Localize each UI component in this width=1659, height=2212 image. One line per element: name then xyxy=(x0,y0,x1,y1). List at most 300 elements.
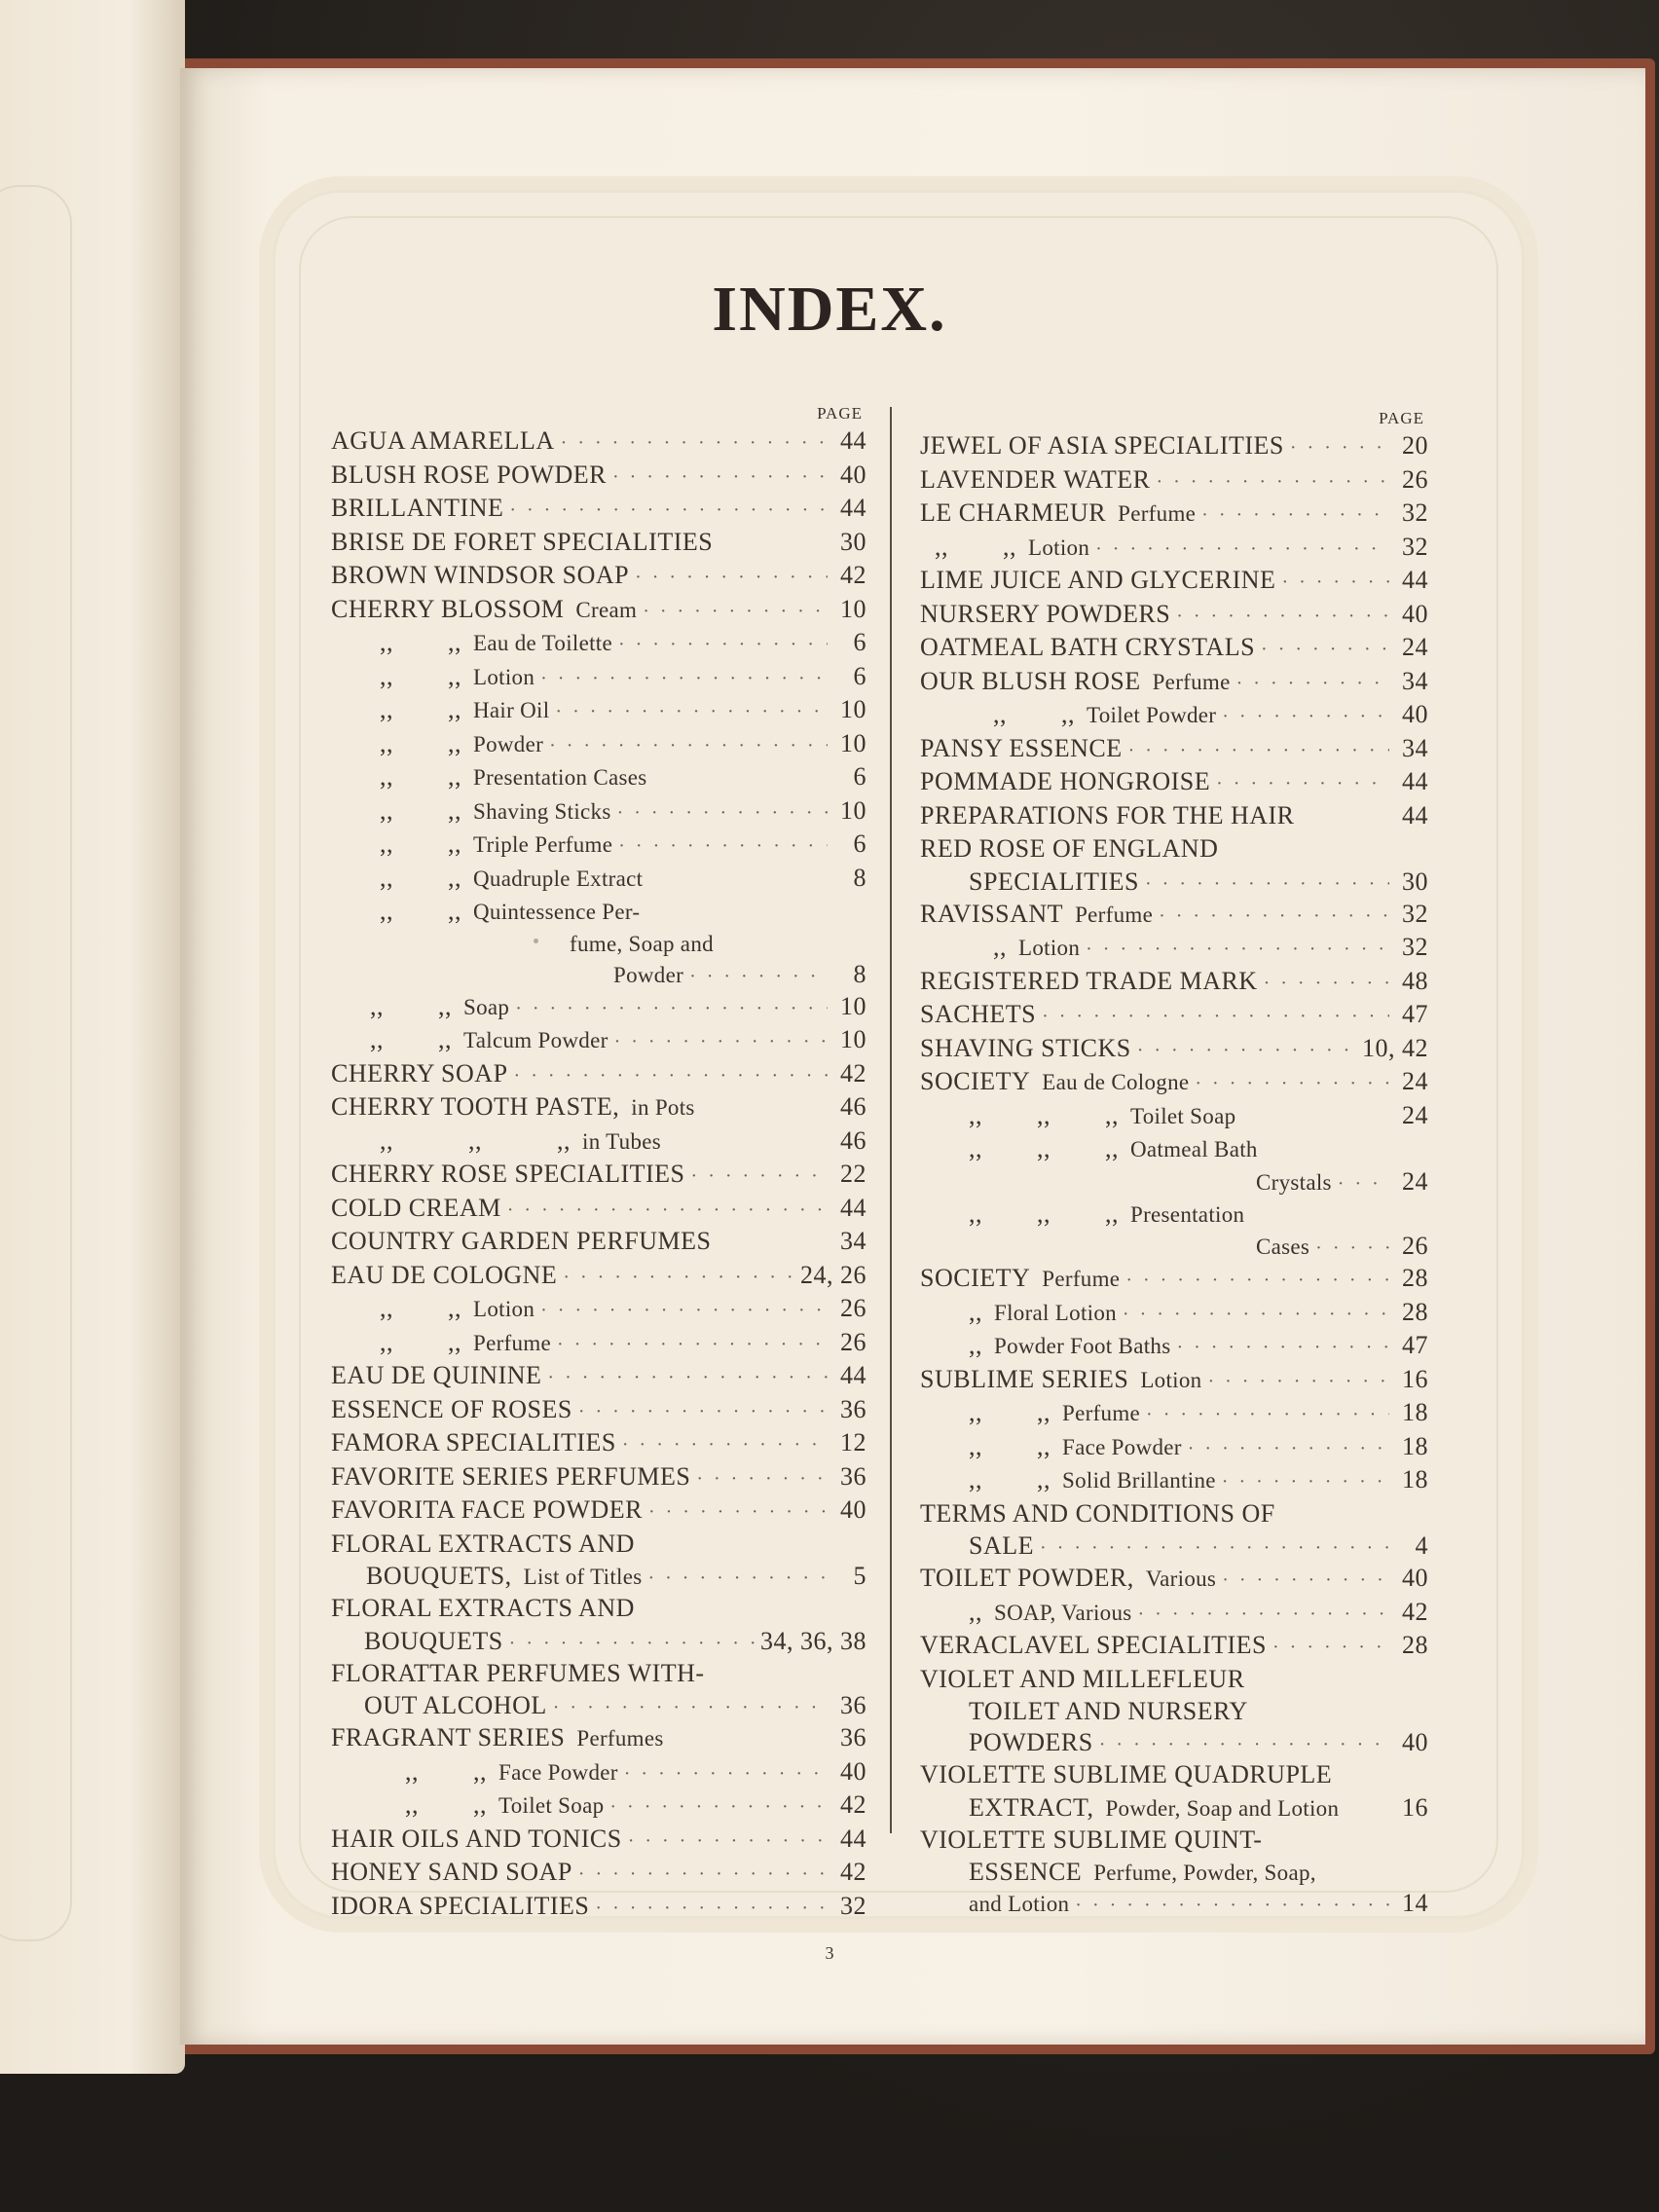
entry-page-number: 6 xyxy=(853,762,866,791)
index-entry xyxy=(920,1630,1428,1664)
index-entry xyxy=(920,1263,1428,1297)
entry-name: FRAGRANT SERIES xyxy=(331,1723,566,1751)
dot-leader xyxy=(1196,500,1389,532)
entry-name: SPECIALITIES xyxy=(969,866,1139,896)
entry-subtitle: Powder, Soap and Lotion xyxy=(1105,1795,1340,1821)
entry-name: EXTRACT, xyxy=(969,1792,1094,1822)
index-entry xyxy=(920,1232,1428,1263)
entry-subtitle: Cream xyxy=(575,597,638,622)
entry-subtitle: Powder xyxy=(613,962,684,987)
entry-name: SHAVING STICKS xyxy=(920,1033,1131,1062)
entry-page-number: 34 xyxy=(1402,666,1428,695)
entry-page-number: 47 xyxy=(1402,1000,1428,1028)
entry-page-number: 40 xyxy=(1402,599,1428,628)
index-entry xyxy=(920,1133,1428,1167)
entry-subtitle: Lotion xyxy=(1028,535,1090,560)
entry-name: ,, ,, xyxy=(405,1790,487,1819)
dot-leader xyxy=(690,1464,828,1495)
entry-page-number: 34, 36, 38 xyxy=(760,1626,866,1655)
index-entry xyxy=(920,1397,1428,1431)
entry-name: VIOLET AND MILLEFLEUR xyxy=(920,1664,1245,1693)
entry-subtitle: Perfume xyxy=(1118,501,1197,526)
dot-leader xyxy=(547,1694,828,1722)
index-entry xyxy=(331,1461,866,1495)
entry-name: ,, xyxy=(969,1331,982,1359)
entry-subtitle: Eau de Cologne xyxy=(1042,1070,1190,1094)
index-entry xyxy=(331,991,866,1025)
index-entry xyxy=(920,430,1428,464)
entry-page-number: 48 xyxy=(1402,966,1428,995)
dot-leader xyxy=(503,1630,760,1658)
entry-page-number: 18 xyxy=(1402,1398,1428,1426)
entry-name: ,, ,, xyxy=(405,1756,487,1786)
entry-subtitle: Quadruple Extract xyxy=(473,866,644,891)
entry-name: ,, ,, ,, xyxy=(969,1198,1119,1228)
index-entry xyxy=(331,1091,866,1125)
entry-subtitle: and Lotion xyxy=(969,1892,1070,1916)
dot-leader xyxy=(1210,769,1389,800)
dot-leader xyxy=(1131,1036,1362,1067)
index-entry xyxy=(331,425,866,460)
index-entry xyxy=(920,1597,1428,1631)
entry-subtitle: Talcum Powder xyxy=(463,1028,608,1052)
entry-subtitle: Perfume xyxy=(1042,1267,1121,1291)
entry-subtitle: Cases xyxy=(1256,1235,1310,1259)
entry-name: ,, xyxy=(969,1597,982,1626)
entry-page-number: 26 xyxy=(840,1327,866,1356)
entry-name: BOUQUETS xyxy=(364,1626,503,1655)
entry-page-number: 40 xyxy=(1402,1564,1428,1592)
entry-page-number: 40 xyxy=(1402,1728,1428,1756)
entry-name: SOCIETY xyxy=(920,1264,1031,1292)
entry-name: CHERRY SOAP xyxy=(331,1058,508,1088)
dot-leader xyxy=(618,1759,828,1790)
entry-name: OUT ALCOHOL xyxy=(364,1691,547,1719)
entry-page-number: 47 xyxy=(1402,1331,1428,1359)
entry-page-number: 32 xyxy=(1402,933,1428,961)
index-entry xyxy=(920,833,1428,867)
index-entry xyxy=(331,627,866,661)
index-entry xyxy=(331,1024,866,1058)
entry-page-number: 36 xyxy=(840,1723,866,1751)
entry-page-number: 40 xyxy=(1402,700,1428,728)
index-entry xyxy=(331,1756,866,1790)
dot-leader xyxy=(1216,702,1389,733)
index-entry xyxy=(920,1531,1428,1563)
entry-name: POMMADE HONGROISE xyxy=(920,767,1211,795)
entry-page-number: 6 xyxy=(853,628,866,656)
index-entry xyxy=(920,1563,1428,1597)
entry-name: FAVORITA FACE POWDER xyxy=(331,1495,643,1524)
entry-name: OATMEAL BATH CRYSTALS xyxy=(920,633,1256,661)
entry-name: OUR BLUSH ROSE xyxy=(920,666,1141,695)
index-entry xyxy=(920,1858,1428,1889)
index-entry xyxy=(331,1193,866,1227)
entry-name: LAVENDER WATER xyxy=(920,464,1151,494)
entry-subtitle: Hair Oil xyxy=(473,698,550,722)
entry-name: ,, ,, xyxy=(969,1431,1051,1460)
index-entry xyxy=(331,1562,866,1593)
entry-subtitle: Quintessence Per- xyxy=(473,900,641,924)
entry-name: ,, ,, xyxy=(380,795,461,825)
dot-leader xyxy=(1284,433,1389,464)
entry-page-number: 10 xyxy=(840,1025,866,1053)
entry-page-number: 34 xyxy=(1402,733,1428,762)
entry-subtitle: Lotion xyxy=(1140,1367,1202,1392)
entry-name: ,, ,, xyxy=(370,991,452,1020)
entry-name: ,, ,, xyxy=(969,1465,1051,1493)
column-divider xyxy=(890,407,892,1833)
entry-page-number: 44 xyxy=(1402,566,1428,594)
dot-leader xyxy=(1275,568,1389,599)
entry-name: FAVORITE SERIES PERFUMES xyxy=(331,1461,691,1491)
entry-name: PREPARATIONS FOR THE HAIR xyxy=(920,800,1295,830)
index-entry xyxy=(331,1360,866,1394)
entry-page-number: 40 xyxy=(840,1495,866,1524)
dot-leader xyxy=(508,1061,828,1092)
dot-leader xyxy=(1150,467,1389,498)
dot-leader xyxy=(1132,1600,1389,1631)
dot-leader xyxy=(611,798,828,830)
entry-page-number: 16 xyxy=(1402,1364,1428,1393)
dot-leader xyxy=(607,462,828,494)
entry-name: ,, ,, xyxy=(993,700,1075,728)
index-entry xyxy=(331,960,866,991)
index-entry xyxy=(920,1889,1428,1920)
index-entry xyxy=(331,1058,866,1092)
index-entry xyxy=(331,761,866,795)
entry-page-number: 24, 26 xyxy=(800,1260,866,1289)
index-entry xyxy=(920,565,1428,599)
index-entry xyxy=(920,666,1428,700)
entry-page-number: 20 xyxy=(1402,431,1428,460)
index-entry xyxy=(331,1658,866,1692)
entry-name: ,, ,, xyxy=(380,661,461,690)
entry-name: ESSENCE xyxy=(969,1858,1083,1886)
entry-name: LIME JUICE AND GLYCERINE xyxy=(920,566,1276,594)
entry-subtitle: Floral Lotion xyxy=(994,1300,1117,1325)
entry-page-number: 14 xyxy=(1402,1889,1428,1917)
dot-leader xyxy=(1139,870,1389,899)
entry-subtitle: List of Titles xyxy=(523,1565,643,1589)
entry-subtitle: Powder Foot Baths xyxy=(994,1334,1171,1358)
index-entry xyxy=(920,464,1428,498)
entry-name: NURSERY POWDERS xyxy=(920,599,1171,628)
index-entry xyxy=(331,527,866,561)
entry-page-number: 30 xyxy=(1402,866,1428,896)
entry-name: CHERRY TOOTH PASTE, xyxy=(331,1092,620,1121)
entry-name: BRISE DE FORET SPECIALITIES xyxy=(331,527,714,556)
index-entry xyxy=(920,532,1428,566)
entry-page-number: 44 xyxy=(1402,767,1428,795)
index-entry xyxy=(920,1464,1428,1498)
index-entry xyxy=(331,594,866,628)
entry-name: JEWEL OF ASIA SPECIALITIES xyxy=(920,431,1284,460)
dot-leader xyxy=(1140,1400,1389,1431)
index-entry xyxy=(331,661,866,695)
index-entry xyxy=(331,1226,866,1260)
dot-leader xyxy=(1170,1333,1389,1364)
entry-name: FLORATTAR PERFUMES WITH- xyxy=(331,1658,705,1687)
entry-name: SACHETS xyxy=(920,1000,1037,1028)
entry-subtitle: Presentation xyxy=(1130,1201,1245,1227)
entry-name: POWDERS xyxy=(969,1728,1093,1756)
dot-leader xyxy=(543,731,828,762)
entry-page-number: 8 xyxy=(853,959,866,988)
dot-leader xyxy=(1170,602,1389,633)
index-entry xyxy=(331,1691,866,1722)
entry-page-number: 24 xyxy=(1402,1166,1428,1196)
entry-page-number: 5 xyxy=(853,1562,866,1590)
dot-leader xyxy=(535,1296,828,1327)
index-entry xyxy=(331,896,866,930)
index-entry xyxy=(920,1297,1428,1331)
entry-name: ,, ,, xyxy=(380,728,461,757)
entry-name: TOILET POWDER, xyxy=(920,1564,1134,1592)
dot-leader xyxy=(616,1430,828,1461)
index-entry xyxy=(920,1793,1428,1825)
entry-page-number: 32 xyxy=(1402,899,1428,928)
entry-subtitle: SOAP, Various xyxy=(994,1600,1132,1625)
entry-subtitle: Face Powder xyxy=(498,1759,618,1785)
entry-page-number: 36 xyxy=(840,1461,866,1491)
entry-subtitle: Various xyxy=(1145,1567,1217,1591)
entry-list xyxy=(331,425,866,1924)
entry-name: ,, ,, xyxy=(969,1398,1051,1426)
index-entry xyxy=(920,800,1428,834)
dot-leader xyxy=(551,1330,828,1361)
entry-subtitle: Face Powder xyxy=(1062,1434,1182,1459)
entry-page-number: 10 xyxy=(840,695,866,723)
index-column-right xyxy=(920,409,1428,1920)
index-entry xyxy=(920,1759,1428,1793)
dot-leader xyxy=(683,963,828,991)
entry-name: FLORAL EXTRACTS AND xyxy=(331,1594,635,1622)
entry-page-number: 6 xyxy=(853,830,866,858)
dot-leader xyxy=(1216,1566,1389,1597)
dot-leader xyxy=(509,994,828,1025)
entry-name: CHERRY ROSE SPECIALITIES xyxy=(331,1160,685,1188)
entry-subtitle: Solid Brillantine xyxy=(1062,1468,1216,1493)
index-entry xyxy=(920,1167,1428,1198)
entry-name: BLUSH ROSE POWDER xyxy=(331,460,607,489)
dot-leader xyxy=(1182,1434,1389,1465)
entry-name: VERACLAVEL SPECIALITIES xyxy=(920,1631,1267,1659)
index-entry xyxy=(331,863,866,897)
index-entry xyxy=(331,1327,866,1361)
entry-subtitle: Powder xyxy=(473,731,544,756)
dot-leader xyxy=(1231,669,1389,700)
entry-page-number: 40 xyxy=(840,1756,866,1786)
entry-page-number: 18 xyxy=(1402,1431,1428,1460)
entry-subtitle: Lotion xyxy=(473,1297,535,1321)
dot-leader xyxy=(1153,902,1389,933)
index-entry xyxy=(920,766,1428,800)
dot-leader xyxy=(1123,736,1389,767)
entry-name: ,, ,, xyxy=(935,532,1016,561)
index-entry xyxy=(331,560,866,594)
index-entry xyxy=(920,867,1428,899)
index-entry xyxy=(920,1033,1428,1067)
dot-leader xyxy=(1093,1731,1389,1759)
index-entry xyxy=(331,728,866,762)
dot-leader xyxy=(604,1792,828,1824)
entry-name: ,, xyxy=(969,1297,982,1326)
entry-subtitle: Perfumes xyxy=(576,1726,664,1751)
entry-name: BROWN WINDSOR SOAP xyxy=(331,561,630,589)
index-entry xyxy=(920,966,1428,1000)
index-entry xyxy=(920,999,1428,1033)
dot-leader xyxy=(1069,1892,1389,1920)
entry-subtitle: Oatmeal Bath xyxy=(1130,1137,1258,1161)
entry-subtitle: Lotion xyxy=(473,664,535,689)
index-entry xyxy=(920,1728,1428,1759)
entry-subtitle: Perfume, Powder, Soap, xyxy=(1093,1861,1316,1885)
index-entry xyxy=(920,1697,1428,1728)
entry-page-number: 42 xyxy=(840,1058,866,1088)
entry-name: SUBLIME SERIES xyxy=(920,1364,1129,1393)
entry-name: ,, ,, ,, xyxy=(969,1100,1119,1129)
entry-subtitle: Perfume xyxy=(1152,669,1231,694)
index-entry xyxy=(920,699,1428,733)
index-entry xyxy=(331,1857,866,1891)
entry-name: LE CHARMEUR xyxy=(920,498,1107,527)
entry-name: ,, ,, xyxy=(380,1294,461,1322)
entry-subtitle: Soap xyxy=(463,994,510,1019)
dot-leader xyxy=(1080,935,1389,966)
dot-leader xyxy=(685,1161,828,1193)
entry-page-number: 42 xyxy=(840,561,866,589)
index-entry xyxy=(920,1364,1428,1398)
dot-leader xyxy=(1034,1534,1389,1563)
dot-leader xyxy=(572,1860,828,1891)
page-number: 3 xyxy=(825,1943,834,1963)
entry-name: ,, ,, xyxy=(370,1025,452,1053)
dot-leader xyxy=(1117,1300,1389,1331)
dot-leader xyxy=(1089,535,1389,566)
page-column-header: PAGE xyxy=(1379,409,1424,427)
dot-leader xyxy=(1120,1266,1389,1297)
index-entry xyxy=(920,632,1428,666)
index-entry xyxy=(331,795,866,830)
page-column-header: PAGE xyxy=(817,404,863,423)
dot-leader xyxy=(1332,1170,1389,1198)
dot-leader xyxy=(557,1263,800,1294)
index-entry xyxy=(920,1498,1428,1532)
entry-page-number: 24 xyxy=(1402,1100,1428,1129)
index-entry xyxy=(331,1494,866,1529)
dot-leader xyxy=(642,1565,828,1593)
entry-page-number: 44 xyxy=(840,1824,866,1853)
index-entry xyxy=(920,1664,1428,1698)
entry-page-number: 42 xyxy=(840,1858,866,1886)
entry-page-number: 6 xyxy=(853,661,866,690)
index-entry xyxy=(331,1824,866,1858)
entry-page-number: 24 xyxy=(1402,1067,1428,1095)
index-entry xyxy=(331,1293,866,1327)
dot-leader xyxy=(1216,1467,1389,1498)
entry-name: COUNTRY GARDEN PERFUMES xyxy=(331,1227,712,1255)
entry-page-number: 18 xyxy=(1402,1465,1428,1493)
entry-page-number: 26 xyxy=(1402,1232,1428,1260)
entry-page-number: 28 xyxy=(1402,1631,1428,1659)
index-entry xyxy=(331,930,866,960)
index-entry xyxy=(920,733,1428,767)
entry-page-number: 36 xyxy=(840,1394,866,1423)
entry-name: SALE xyxy=(969,1531,1034,1560)
entry-name: ,, ,, xyxy=(380,762,461,791)
index-entry xyxy=(920,1100,1428,1134)
entry-page-number: 32 xyxy=(1402,498,1428,527)
dot-leader xyxy=(1036,1002,1389,1033)
dot-leader xyxy=(541,1363,828,1394)
entry-subtitle: Perfume xyxy=(1075,902,1154,927)
entry-page-number: 26 xyxy=(840,1294,866,1322)
entry-page-number: 46 xyxy=(840,1125,866,1155)
index-entry xyxy=(920,599,1428,633)
entry-name: HAIR OILS AND TONICS xyxy=(331,1824,622,1853)
entry-page-number: 40 xyxy=(840,460,866,489)
entry-name: ,, ,, xyxy=(380,830,461,858)
index-entry xyxy=(920,1066,1428,1100)
dot-leader xyxy=(1201,1367,1389,1398)
entry-name: TOILET AND NURSERY xyxy=(969,1697,1248,1725)
entry-name: ,, ,, xyxy=(380,695,461,723)
index-entry xyxy=(331,1722,866,1756)
entry-name: EAU DE QUININE xyxy=(331,1361,542,1389)
dot-leader xyxy=(589,1894,828,1925)
entry-subtitle: fume, Soap and xyxy=(570,931,714,956)
dot-leader xyxy=(503,496,828,527)
entry-page-number: 12 xyxy=(840,1428,866,1456)
entry-page-number: 44 xyxy=(1402,800,1428,830)
entry-page-number: 10 xyxy=(840,795,866,825)
entry-subtitle: Toilet Soap xyxy=(1130,1103,1236,1128)
index-entry xyxy=(331,1260,866,1294)
index-entry xyxy=(331,1627,866,1658)
entry-subtitle: Crystals xyxy=(1256,1169,1332,1195)
entry-name: COLD CREAM xyxy=(331,1193,501,1222)
entry-name: PANSY ESSENCE xyxy=(920,733,1123,762)
entry-name: SOCIETY xyxy=(920,1067,1031,1095)
entry-name: TERMS AND CONDITIONS OF xyxy=(920,1498,1275,1528)
index-entry xyxy=(920,1825,1428,1859)
entry-name: ESSENCE OF ROSES xyxy=(331,1394,572,1423)
index-entry xyxy=(331,1593,866,1627)
index-entry xyxy=(920,899,1428,933)
entry-subtitle: Triple Perfume xyxy=(473,832,613,857)
index-entry xyxy=(920,1431,1428,1465)
index-entry xyxy=(331,694,866,728)
dot-leader xyxy=(608,1027,828,1058)
dot-leader xyxy=(555,428,828,460)
dot-leader xyxy=(1267,1633,1389,1664)
index-entry xyxy=(331,1394,866,1428)
dot-leader xyxy=(501,1196,828,1227)
entry-page-number: 26 xyxy=(1402,464,1428,494)
entry-subtitle: in Pots xyxy=(631,1095,695,1120)
index-entry xyxy=(331,1789,866,1824)
dot-leader xyxy=(1255,635,1389,666)
entry-page-number: 46 xyxy=(840,1092,866,1121)
index-entry xyxy=(331,1529,866,1563)
entry-page-number: 28 xyxy=(1402,1264,1428,1292)
index-entry xyxy=(331,1427,866,1461)
entry-name: AGUA AMARELLA xyxy=(331,426,555,455)
facing-page-emboss xyxy=(0,185,72,1941)
entry-page-number: 32 xyxy=(1402,532,1428,561)
entry-page-number: 16 xyxy=(1402,1792,1428,1822)
